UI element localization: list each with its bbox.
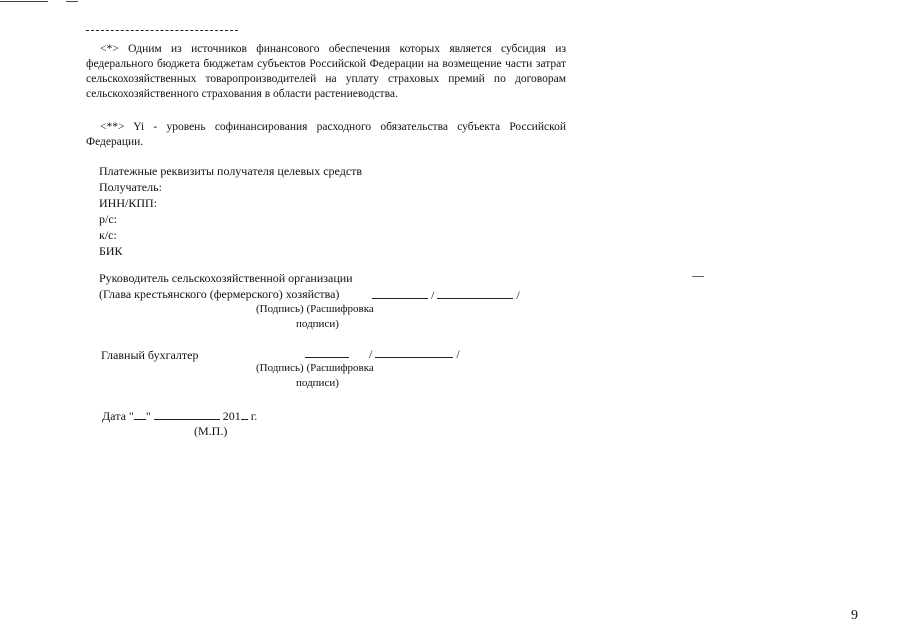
scan-artifact-line xyxy=(0,1,48,2)
date-day-blank xyxy=(134,408,146,420)
head-name-blank xyxy=(437,287,513,299)
footnote-separator xyxy=(86,30,238,31)
footnote-1 xyxy=(86,42,566,102)
scan-artifact-line xyxy=(66,1,78,2)
accountant-end-slash: / xyxy=(456,347,460,361)
head-signature-blank xyxy=(372,287,428,299)
footnote-2 xyxy=(86,120,566,150)
head-title-line2: (Глава крестьянского (фермерского) хозяйства) xyxy=(99,287,340,301)
head-signature-line xyxy=(372,287,520,302)
date-suffix: г. xyxy=(250,409,258,423)
payment-title: Платежные реквизиты получателя целевых средств xyxy=(99,164,363,178)
head-caption-1: (Подпись) (Расшифровка xyxy=(256,303,374,315)
footnote-2-text: <**> Yi - уровень софинансирования расходного обязательства субъекта Российской Федерации. xyxy=(86,121,566,148)
date-quote: " xyxy=(145,409,151,423)
accountant-signature-line xyxy=(305,346,460,361)
scan-artifact-line xyxy=(692,276,704,277)
date-prefix: Дата " xyxy=(102,409,134,423)
accountant-signature-blank xyxy=(305,346,349,358)
head-title-line1: Руководитель сельскохозяйственной организации xyxy=(99,271,353,285)
accountant-name-blank xyxy=(375,346,453,358)
rs-label: р/с: xyxy=(99,212,117,226)
accountant-sep-slash: / xyxy=(369,347,373,361)
date-year-blank xyxy=(241,408,248,420)
accountant-label: Главный бухгалтер xyxy=(101,348,199,362)
inn-kpp-label: ИНН/КПП: xyxy=(99,196,158,210)
accountant-caption-1: (Подпись) (Расшифровка xyxy=(256,362,374,374)
accountant-caption-2: подписи) xyxy=(296,377,339,389)
head-caption-2: подписи) xyxy=(296,318,339,330)
date-line xyxy=(102,408,257,423)
stamp-label: (М.П.) xyxy=(194,424,228,438)
page-number: 9 xyxy=(851,608,858,623)
date-year: 201 xyxy=(222,409,241,423)
footnote-1-text: <*> Одним из источников финансового обеспечения которых является субсидия из федерального бюджета бюджетам субъектов Российской Федерации на возмещение части затрат сельскохозяйственных товаропроизводителей на уплату страховых премий по договорам сельскохозяйственного страхования в области растениеводства. xyxy=(86,43,566,100)
bik-label: БИК xyxy=(99,244,123,258)
ks-label: к/с: xyxy=(99,228,117,242)
head-end-slash: / xyxy=(516,288,520,302)
head-sep-slash: / xyxy=(431,288,435,302)
date-month-blank xyxy=(154,408,220,420)
recipient-label: Получатель: xyxy=(99,180,162,194)
